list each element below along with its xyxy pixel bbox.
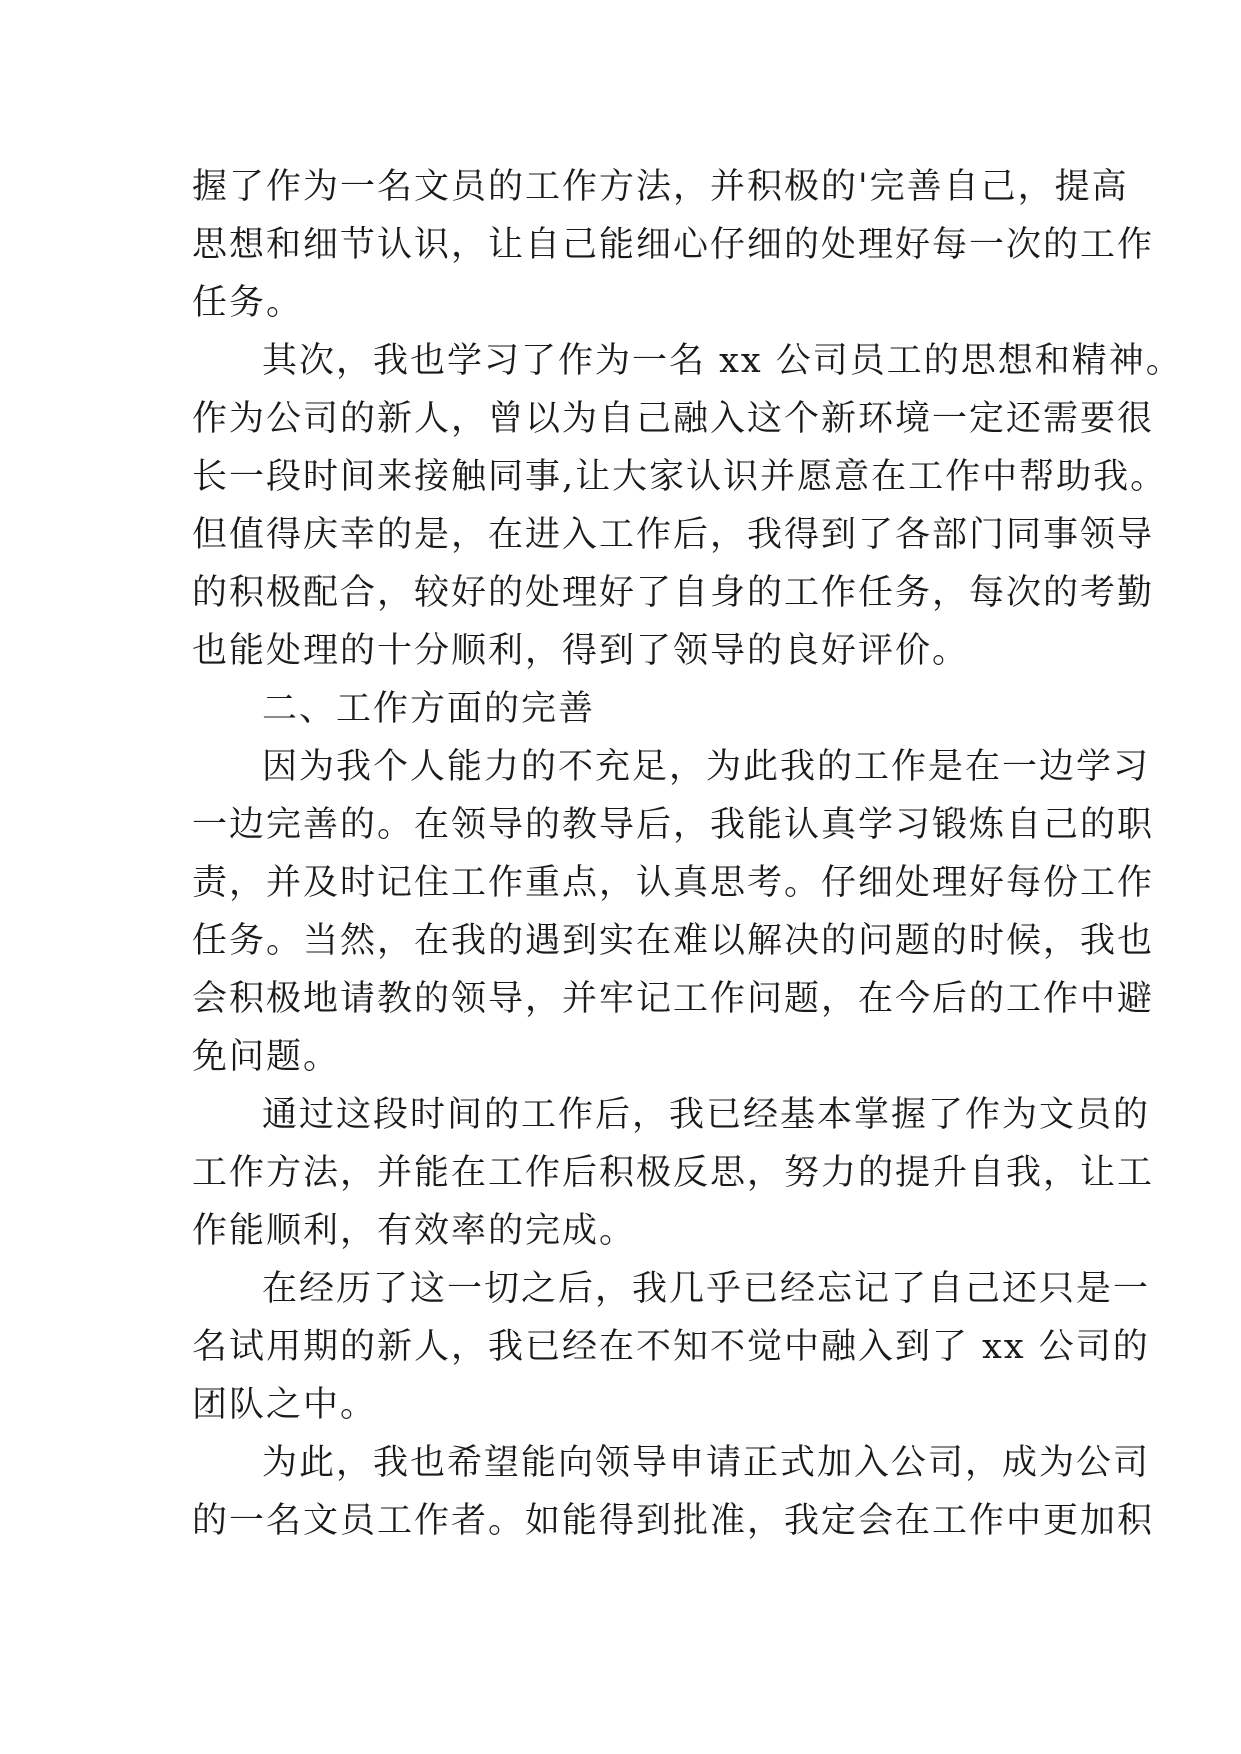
- text-line: 但值得庆幸的是，在进入工作后，我得到了各部门同事领导: [192, 515, 1155, 555]
- text-line: 握了作为一名文员的工作方法，并积极的'完善自己，提高: [192, 167, 1129, 207]
- text-line: 作为公司的新人，曾以为自己融入这个新环境一定还需要很: [192, 399, 1155, 439]
- text-line: 也能处理的十分顺利，得到了领导的良好评价。: [192, 631, 970, 671]
- text-line: 作能顺利，有效率的完成。: [192, 1211, 637, 1251]
- text-line: 因为我个人能力的不充足，为此我的工作是在一边学习: [262, 747, 1151, 787]
- text-line: 任务。: [192, 283, 304, 323]
- text-line: 团队之中。: [192, 1385, 378, 1425]
- text-line: 会积极地请教的领导，并牢记工作问题，在今后的工作中避: [192, 979, 1155, 1019]
- text-line: 长一段时间来接触同事,让大家认识并愿意在工作中帮助我。: [192, 457, 1168, 497]
- text-line: 责，并及时记住工作重点，认真思考。仔细处理好每份工作: [192, 863, 1155, 903]
- text-line: 免问题。: [192, 1037, 341, 1077]
- text-line: 的积极配合，较好的处理好了自身的工作任务，每次的考勤: [192, 573, 1155, 613]
- text-line: 名试用期的新人，我已经在不知不觉中融入到了 xx 公司的: [192, 1327, 1150, 1367]
- text-line: 其次，我也学习了作为一名 xx 公司员工的思想和精神。: [262, 341, 1183, 381]
- body-text: [192, 158, 1183, 1550]
- section-heading: 二、工作方面的完善: [262, 689, 596, 729]
- text-line: 的一名文员工作者。如能得到批准，我定会在工作中更加积: [192, 1501, 1155, 1541]
- text-line: 工作方法，并能在工作后积极反思，努力的提升自我，让工: [192, 1153, 1155, 1193]
- text-line: 为此，我也希望能向领导申请正式加入公司，成为公司: [262, 1443, 1151, 1483]
- text-line: 一边完善的。在领导的教导后，我能认真学习锻炼自己的职: [192, 805, 1155, 845]
- text-line: 思想和细节认识，让自己能细心仔细的处理好每一次的工作: [192, 225, 1155, 265]
- text-line: 在经历了这一切之后，我几乎已经忘记了自己还只是一: [262, 1269, 1151, 1309]
- text-line: 通过这段时间的工作后，我已经基本掌握了作为文员的: [262, 1095, 1151, 1135]
- text-line: 任务。当然，在我的遇到实在难以解决的问题的时候，我也: [192, 921, 1155, 961]
